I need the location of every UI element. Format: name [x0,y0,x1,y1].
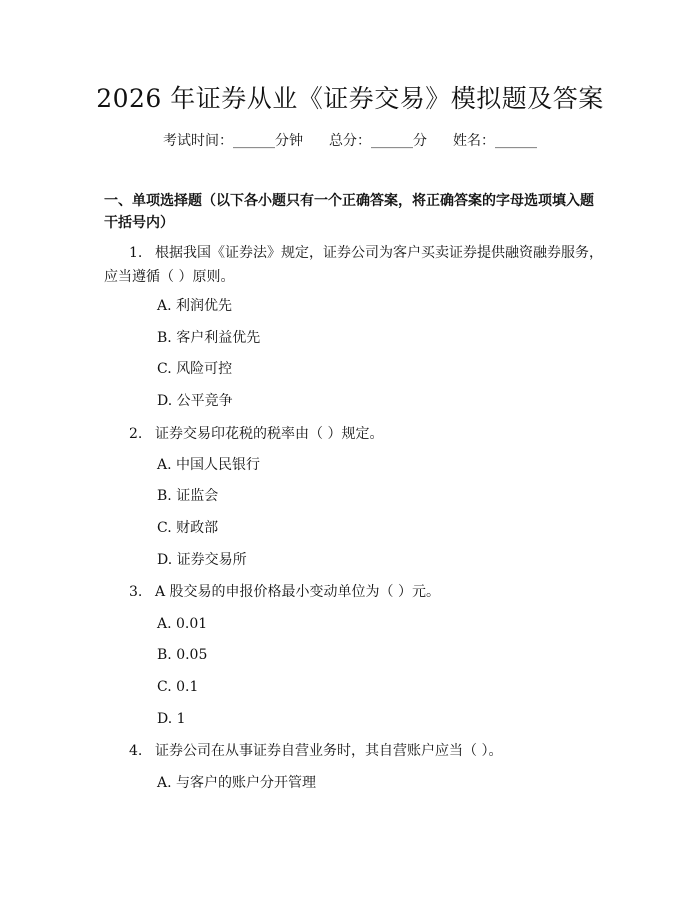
question-3-option-d: D. 1 [157,711,186,727]
question-2-option-a: A. 中国人民银行 [157,457,261,473]
question-3-option-b: B. 0.05 [157,647,208,663]
question-number: 1. [129,245,143,261]
total-score-field: 总分：______分 [329,133,427,149]
question-text: A 股交易的申报价格最小变动单位为（ ）元。 [155,584,441,600]
exam-time-field: 考试时间：______分钟 [163,133,303,149]
question-text: 证券公司在从事证券自营业务时，其自营账户应当（ ）。 [155,743,503,759]
question-3-option-c: C. 0.1 [157,679,199,695]
question-1-option-c: C. 风险可控 [157,361,233,377]
section-heading: 一、单项选择题（以下各小题只有一个正确答案，将正确答案的字母选项填入题干括号内） [104,193,594,231]
question-number: 4. [129,743,143,759]
question-text: 根据我国《证券法》规定，证券公司为客户买卖证券提供融资融券服务，应当遵循（ ）原则。 [104,245,603,285]
question-1 [104,241,604,289]
document-title: 2026 年证券从业《证券交易》模拟题及答案 [96,84,604,113]
question-3 [104,580,604,604]
name-field: 姓名：______ [453,133,537,149]
question-2-option-c: C. 财政部 [157,520,219,536]
question-1-option-d: D. 公平竞争 [157,393,233,409]
question-4-option-a: A. 与客户的账户分开管理 [157,775,317,791]
exam-info-row [0,131,700,151]
question-number: 2. [129,426,143,442]
question-text: 证券交易印花税的税率由（ ）规定。 [155,426,384,442]
question-1-option-b: B. 客户利益优先 [157,330,261,346]
question-2-option-d: D. 证券交易所 [157,552,247,568]
question-3-option-a: A. 0.01 [157,616,208,632]
question-2-option-b: B. 证监会 [157,488,219,504]
question-number: 3. [129,584,143,600]
question-4 [104,739,604,763]
question-1-option-a: A. 利润优先 [157,298,233,314]
question-2 [104,422,604,446]
